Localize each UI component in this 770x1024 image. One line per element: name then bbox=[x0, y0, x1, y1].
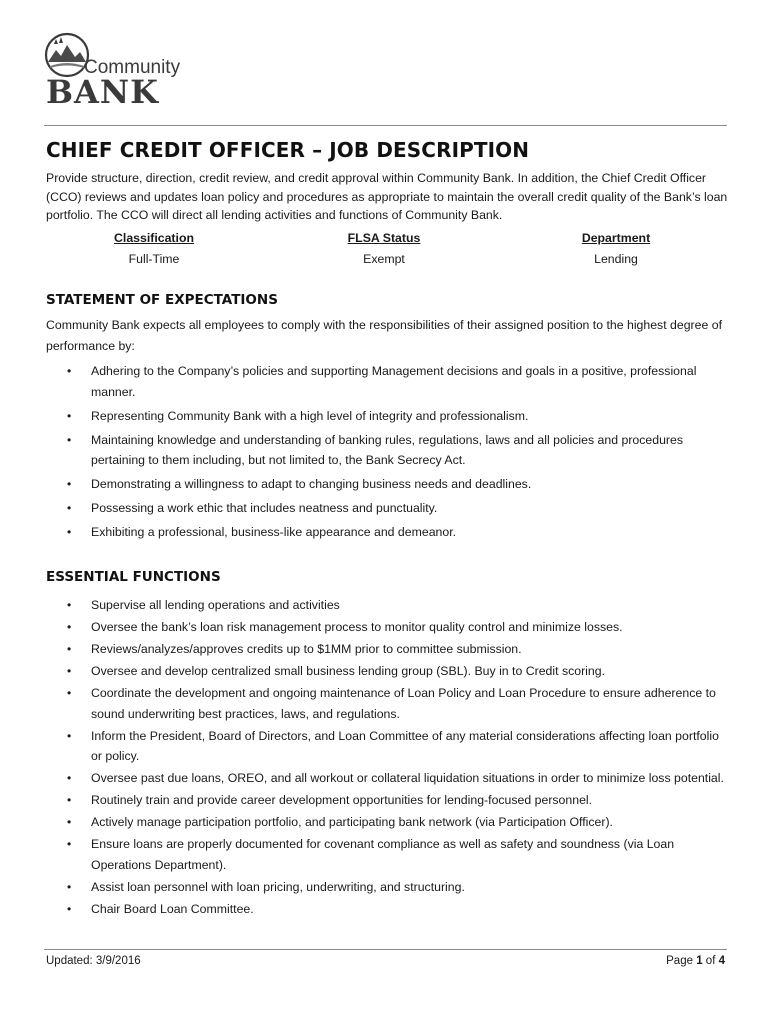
page-word: Page bbox=[666, 955, 693, 967]
list-item-text: Ensure loans are properly documented for covenant compliance as well as safety and soundness (via Loan Operations Department). bbox=[91, 837, 675, 872]
functions-heading: ESSENTIAL FUNCTIONS bbox=[46, 569, 221, 585]
meta-classification bbox=[59, 230, 249, 268]
bullet-icon: • bbox=[67, 598, 72, 612]
list-item-text: Demonstrating a willingness to adapt to changing business needs and deadlines. bbox=[91, 477, 532, 491]
meta-classification-label: Classification bbox=[114, 231, 194, 245]
list-item bbox=[46, 812, 730, 833]
intro-paragraph: Provide structure, direction, credit review, and credit approval within Community Bank. In addition, the Chief Credit Officer (CCO) reviews and updates loan policy and procedures as appropriate to maintain the overall credit quality of the Bank’s loan portfolio. The CCO will direct all lending activities and functions of Community Bank. bbox=[46, 171, 728, 222]
list-item-text: Oversee the bank’s loan risk management process to monitor quality control and minimize losses. bbox=[91, 620, 623, 634]
bullet-icon: • bbox=[67, 664, 72, 678]
bullet-icon: • bbox=[67, 837, 72, 851]
bullet-icon: • bbox=[67, 815, 72, 829]
bullet-icon: • bbox=[67, 793, 72, 807]
list-item bbox=[46, 877, 730, 898]
expectations-list bbox=[46, 361, 730, 546]
list-item bbox=[46, 639, 730, 660]
meta-flsa-value: Exempt bbox=[363, 252, 405, 266]
list-item-text: Routinely train and provide career development opportunities for lending-focused personnel. bbox=[91, 793, 593, 807]
expectations-lead: Community Bank expects all employees to comply with the responsibilities of their assigned position to the highest degree of performance by: bbox=[46, 318, 723, 353]
list-item bbox=[46, 768, 730, 789]
list-item-text: Reviews/analyzes/approves credits up to $1MM prior to committee submission. bbox=[91, 642, 522, 656]
meta-department-label: Department bbox=[581, 231, 651, 245]
list-item bbox=[46, 661, 730, 682]
header-divider bbox=[44, 125, 727, 126]
bullet-icon: • bbox=[67, 525, 72, 539]
list-item bbox=[46, 595, 730, 616]
list-item-text: Supervise all lending operations and activities bbox=[91, 598, 340, 612]
list-item bbox=[46, 617, 730, 638]
list-item-text: Inform the President, Board of Directors, and Loan Committee of any material considerations affecting loan portfolio or policy. bbox=[91, 728, 719, 763]
bullet-icon: • bbox=[67, 620, 72, 634]
bullet-icon: • bbox=[67, 477, 72, 491]
logo-word-community: Community bbox=[84, 57, 181, 78]
bullet-icon: • bbox=[67, 501, 72, 515]
meta-flsa-label: FLSA Status bbox=[347, 231, 421, 245]
list-item bbox=[46, 406, 730, 427]
footer-divider bbox=[44, 949, 727, 950]
page-number bbox=[666, 955, 725, 967]
bullet-icon: • bbox=[67, 432, 72, 447]
meta-department bbox=[521, 230, 711, 268]
bullet-icon: • bbox=[67, 728, 72, 743]
bullet-icon: • bbox=[67, 771, 72, 785]
meta-department-value: Lending bbox=[594, 252, 638, 266]
list-item-text: Maintaining knowledge and understanding of banking rules, regulations, laws and all policies and procedures pertaining to them including, but not limited to, the Bank Secrecy Act. bbox=[91, 432, 683, 467]
bullet-icon: • bbox=[67, 901, 72, 916]
bullet-icon: • bbox=[67, 408, 72, 423]
bullet-icon: • bbox=[67, 642, 72, 656]
list-item-text: Adhering to the Company’s policies and supporting Management decisions and goals in a positive, professional manner. bbox=[91, 364, 697, 399]
updated-date: Updated: 3/9/2016 bbox=[46, 955, 141, 967]
list-item-text: Chair Board Loan Committee. bbox=[91, 901, 254, 916]
page-total: 4 bbox=[718, 955, 725, 967]
list-item bbox=[46, 683, 730, 724]
page-of: of bbox=[705, 955, 716, 967]
list-item bbox=[46, 790, 730, 811]
bullet-icon: • bbox=[67, 364, 72, 378]
list-item-text: Assist loan personnel with loan pricing, underwriting, and structuring. bbox=[91, 879, 465, 894]
logo-mark bbox=[44, 30, 206, 106]
list-item-text: Actively manage participation portfolio, and participating bank network (via Participation Officer). bbox=[91, 815, 613, 829]
page-current: 1 bbox=[696, 955, 703, 967]
list-item bbox=[46, 834, 730, 875]
expectations-heading: STATEMENT OF EXPECTATIONS bbox=[46, 292, 278, 308]
list-item bbox=[46, 522, 730, 543]
logo-word-bank: BANK bbox=[46, 73, 159, 106]
list-item bbox=[46, 361, 730, 402]
bullet-icon: • bbox=[67, 879, 72, 894]
list-item-text: Exhibiting a professional, business-like appearance and demeanor. bbox=[91, 525, 457, 539]
list-item-text: Representing Community Bank with a high level of integrity and professionalism. bbox=[91, 408, 529, 423]
list-item bbox=[46, 899, 730, 920]
meta-classification-value: Full-Time bbox=[128, 252, 180, 266]
document-title: CHIEF CREDIT OFFICER – JOB DESCRIPTION bbox=[46, 138, 530, 162]
list-item bbox=[46, 474, 730, 495]
functions-list bbox=[46, 595, 730, 921]
bullet-icon: • bbox=[67, 686, 72, 700]
list-item-text: Oversee past due loans, OREO, and all workout or collateral liquidation situations in order to minimize loss potential. bbox=[91, 771, 724, 785]
list-item bbox=[46, 498, 730, 519]
list-item bbox=[46, 726, 730, 767]
list-item-text: Possessing a work ethic that includes neatness and punctuality. bbox=[91, 501, 438, 515]
list-item bbox=[46, 430, 730, 471]
list-item-text: Coordinate the development and ongoing maintenance of Loan Policy and Loan Procedure to ensure adherence to sound underwriting best practices, laws, and regulations. bbox=[91, 686, 716, 721]
list-item-text: Oversee and develop centralized small business lending group (SBL). Buy in to Credit scoring. bbox=[91, 664, 606, 678]
community-bank-logo bbox=[44, 30, 206, 106]
meta-flsa-status bbox=[289, 230, 479, 268]
